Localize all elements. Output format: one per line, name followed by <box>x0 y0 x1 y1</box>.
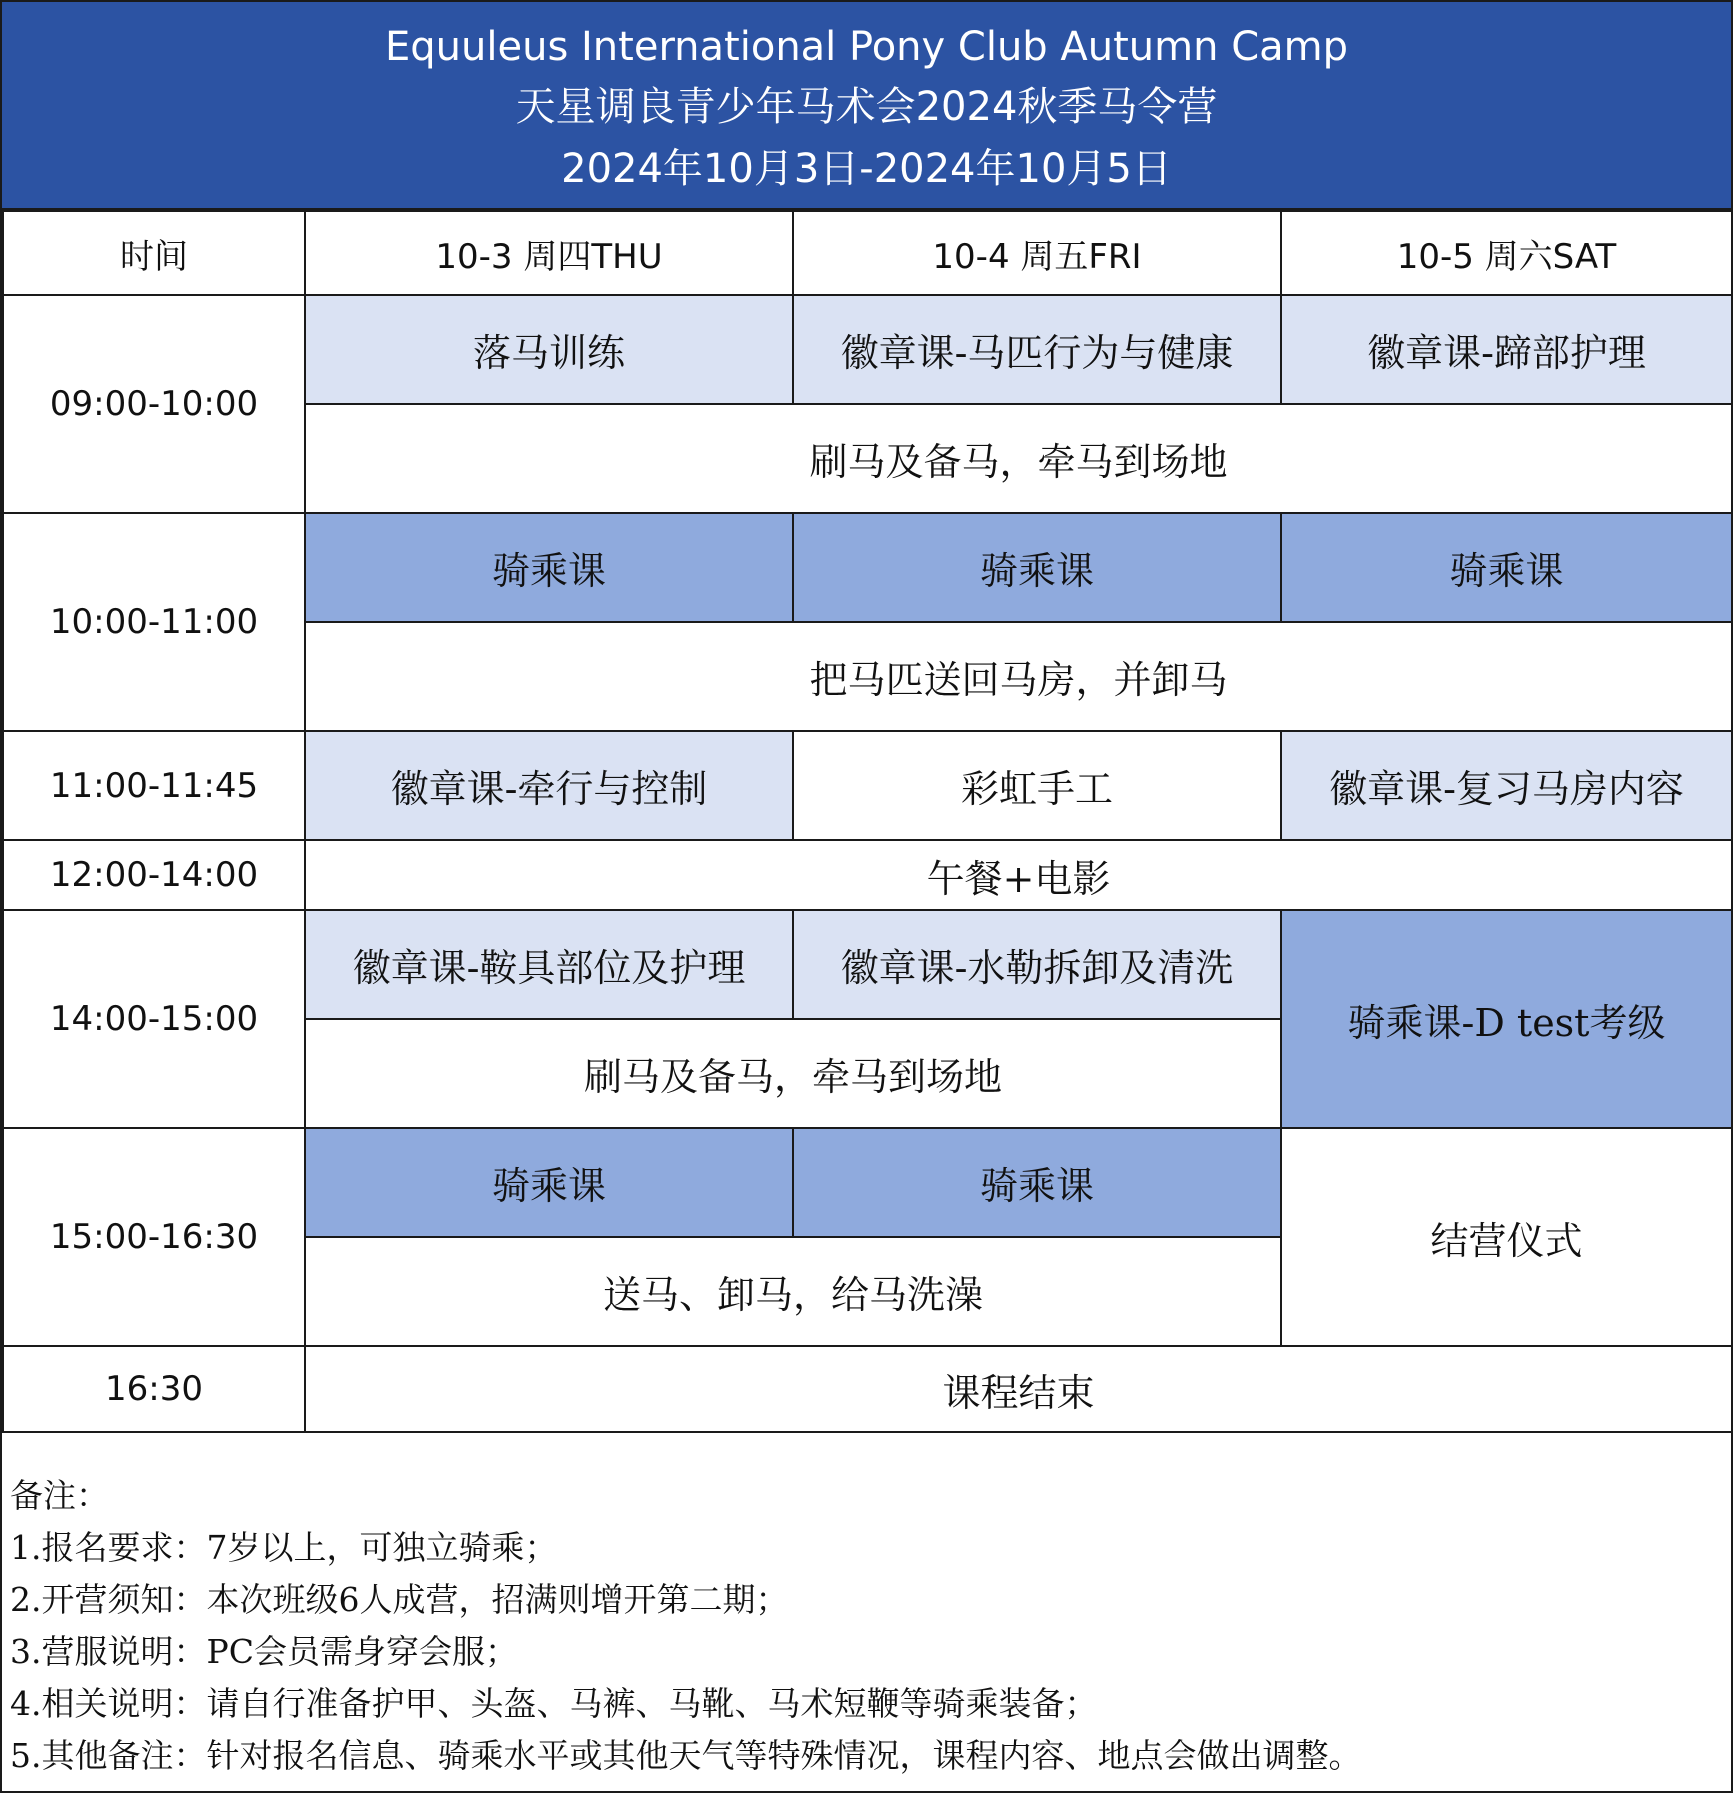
time-cell: 10:00-11:00 <box>3 513 305 731</box>
shared-activity-cell: 刷马及备马，牵马到场地 <box>305 1019 1281 1128</box>
table-row <box>3 731 1732 840</box>
note-item: 3.营服说明：PC会员需身穿会服； <box>10 1632 518 1671</box>
note-item: 5.其他备注：针对报名信息、骑乘水平或其他天气等特殊情况，课程内容、地点会做出调整。 <box>10 1736 1362 1775</box>
time-cell: 11:00-11:45 <box>3 731 305 840</box>
note-item: 2.开营须知：本次班级6人成营，招满则增开第二期； <box>10 1580 789 1619</box>
table-row <box>3 1128 1732 1237</box>
shared-activity-cell: 把马匹送回马房，并卸马 <box>305 622 1732 731</box>
table-row <box>3 910 1732 1019</box>
shared-activity-cell: 课程结束 <box>305 1346 1732 1432</box>
activity-cell: 徽章课-牵行与控制 <box>305 731 793 840</box>
activity-cell: 徽章课-水勒拆卸及清洗 <box>793 910 1281 1019</box>
title-dates: 2024年10月3日-2024年10月5日 <box>561 146 1172 192</box>
notes-heading: 备注： <box>10 1476 109 1515</box>
riding-test-cell: 骑乘课-D test考级 <box>1281 910 1732 1128</box>
header-day3: 10-5 周六SAT <box>1281 211 1732 295</box>
riding-cell: 骑乘课 <box>305 513 793 622</box>
activity-cell: 徽章课-马匹行为与健康 <box>793 295 1281 404</box>
table-row <box>3 1346 1732 1432</box>
shared-activity-cell: 刷马及备马，牵马到场地 <box>305 404 1732 513</box>
riding-cell: 骑乘课 <box>305 1128 793 1237</box>
activity-cell: 落马训练 <box>305 295 793 404</box>
notes-section <box>2 1452 1731 1793</box>
schedule-table <box>2 210 1733 1433</box>
time-cell: 16:30 <box>3 1346 305 1432</box>
title-chinese: 天星调良青少年马术会2024秋季马令营 <box>515 84 1218 130</box>
header-time: 时间 <box>3 211 305 295</box>
time-cell: 09:00-10:00 <box>3 295 305 513</box>
activity-cell: 彩虹手工 <box>793 731 1281 840</box>
note-item: 4.相关说明：请自行准备护甲、头盔、马裤、马靴、马术短鞭等骑乘装备； <box>10 1684 1098 1723</box>
table-row <box>3 513 1732 622</box>
header-row <box>3 211 1732 295</box>
riding-cell: 骑乘课 <box>793 1128 1281 1237</box>
shared-activity-cell: 送马、卸马，给马洗澡 <box>305 1237 1281 1346</box>
title-banner <box>2 2 1731 210</box>
activity-cell: 徽章课-鞍具部位及护理 <box>305 910 793 1019</box>
activity-cell: 徽章课-蹄部护理 <box>1281 295 1732 404</box>
time-cell: 12:00-14:00 <box>3 840 305 910</box>
shared-activity-cell: 午餐+电影 <box>305 840 1732 910</box>
header-day1: 10-3 周四THU <box>305 211 793 295</box>
time-cell: 15:00-16:30 <box>3 1128 305 1346</box>
time-cell: 14:00-15:00 <box>3 910 305 1128</box>
riding-cell: 骑乘课 <box>793 513 1281 622</box>
activity-cell: 徽章课-复习马房内容 <box>1281 731 1732 840</box>
riding-cell: 骑乘课 <box>1281 513 1732 622</box>
note-item: 1.报名要求：7岁以上，可独立骑乘； <box>10 1528 558 1567</box>
table-row <box>3 295 1732 404</box>
title-english: Equuleus International Pony Club Autumn Camp <box>385 24 1348 70</box>
header-day2: 10-4 周五FRI <box>793 211 1281 295</box>
closing-ceremony-cell: 结营仪式 <box>1281 1128 1732 1346</box>
table-row <box>3 840 1732 910</box>
